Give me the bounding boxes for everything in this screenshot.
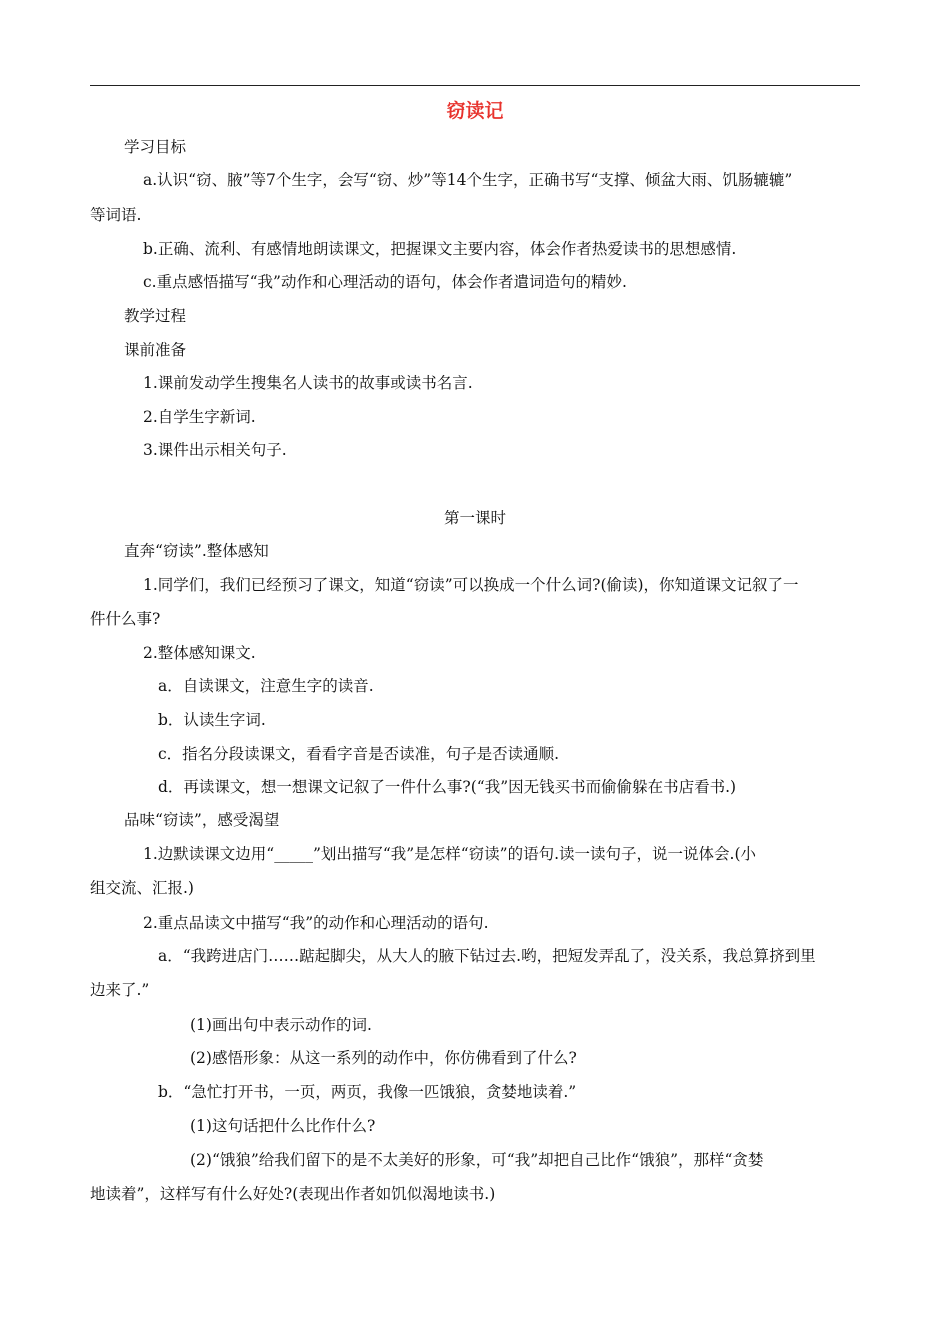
paragraph: 地读着”，这样写有什么好处?(表现出作者如饥似渴地读书.) bbox=[90, 1185, 496, 1203]
section-heading: 学习目标 bbox=[124, 138, 187, 156]
section-heading: 教学过程 bbox=[124, 307, 187, 325]
section-heading: 课前准备 bbox=[124, 341, 187, 359]
list-item: b．认读生字词. bbox=[158, 711, 266, 729]
paragraph: 1.课前发动学生搜集名人读书的故事或读书名言. bbox=[143, 374, 473, 392]
paragraph: a.认识“窃、腋”等7个生字，会写“窃、炒”等14个生字，正确书写“支撑、倾盆大雨、饥肠辘辘” bbox=[143, 171, 793, 189]
paragraph: 1.边默读课文边用“_____”划出描写“我”是怎样“窃读”的语句.读一读句子，说一说体会.(小 bbox=[143, 845, 756, 863]
paragraph: 3.课件出示相关句子. bbox=[143, 441, 287, 459]
list-item: d．再读课文，想一想课文记叙了一件什么事?(“我”因无钱买书而偷偷躲在书店看书.) bbox=[158, 778, 737, 796]
paragraph: 1.同学们，我们已经预习了课文，知道“窃读”可以换成一个什么词?(偷读)，你知道课文记叙了一 bbox=[143, 576, 799, 594]
list-item: (1)这句话把什么比作什么? bbox=[190, 1117, 376, 1135]
paragraph: c.重点感悟描写“我”动作和心理活动的语句，体会作者遣词造句的精妙. bbox=[143, 273, 627, 291]
header-rule bbox=[90, 85, 860, 86]
document-title: 窃读记 bbox=[446, 100, 504, 122]
paragraph: 组交流、汇报.) bbox=[90, 879, 194, 897]
list-item: a．自读课文，注意生字的读音. bbox=[158, 677, 374, 695]
paragraph: 2.自学生字新词. bbox=[143, 408, 256, 426]
paragraph: 2.整体感知课文. bbox=[143, 644, 256, 662]
paragraph: 等词语. bbox=[90, 206, 142, 224]
lesson-heading: 第一课时 bbox=[443, 509, 506, 527]
paragraph: 边来了.” bbox=[90, 981, 150, 999]
paragraph: 2.重点品读文中描写“我”的动作和心理活动的语句. bbox=[143, 914, 489, 932]
paragraph: b.正确、流利、有感情地朗读课文，把握课文主要内容，体会作者热爱读书的思想感情. bbox=[143, 240, 737, 258]
section-heading: 品味“窃读”，感受渴望 bbox=[124, 811, 280, 829]
list-item: b．“急忙打开书，一页，两页，我像一匹饿狼，贪婪地读着.” bbox=[158, 1083, 577, 1101]
list-item: (2)“饿狼”给我们留下的是不太美好的形象，可“我”却把自己比作“饿狼”，那样“贪婪 bbox=[190, 1151, 764, 1169]
list-item: c．指名分段读课文，看看字音是否读准，句子是否读通顺. bbox=[158, 745, 560, 763]
list-item: (1)画出句中表示动作的词. bbox=[190, 1016, 372, 1034]
list-item: (2)感悟形象：从这一系列的动作中，你仿佛看到了什么? bbox=[190, 1049, 577, 1067]
list-item: a．“我跨进店门……踮起脚尖，从大人的腋下钻过去.哟，把短发弄乱了，没关系，我总算挤到里 bbox=[158, 947, 816, 965]
section-heading: 直奔“窃读”.整体感知 bbox=[124, 542, 269, 560]
paragraph: 件什么事? bbox=[90, 610, 161, 628]
